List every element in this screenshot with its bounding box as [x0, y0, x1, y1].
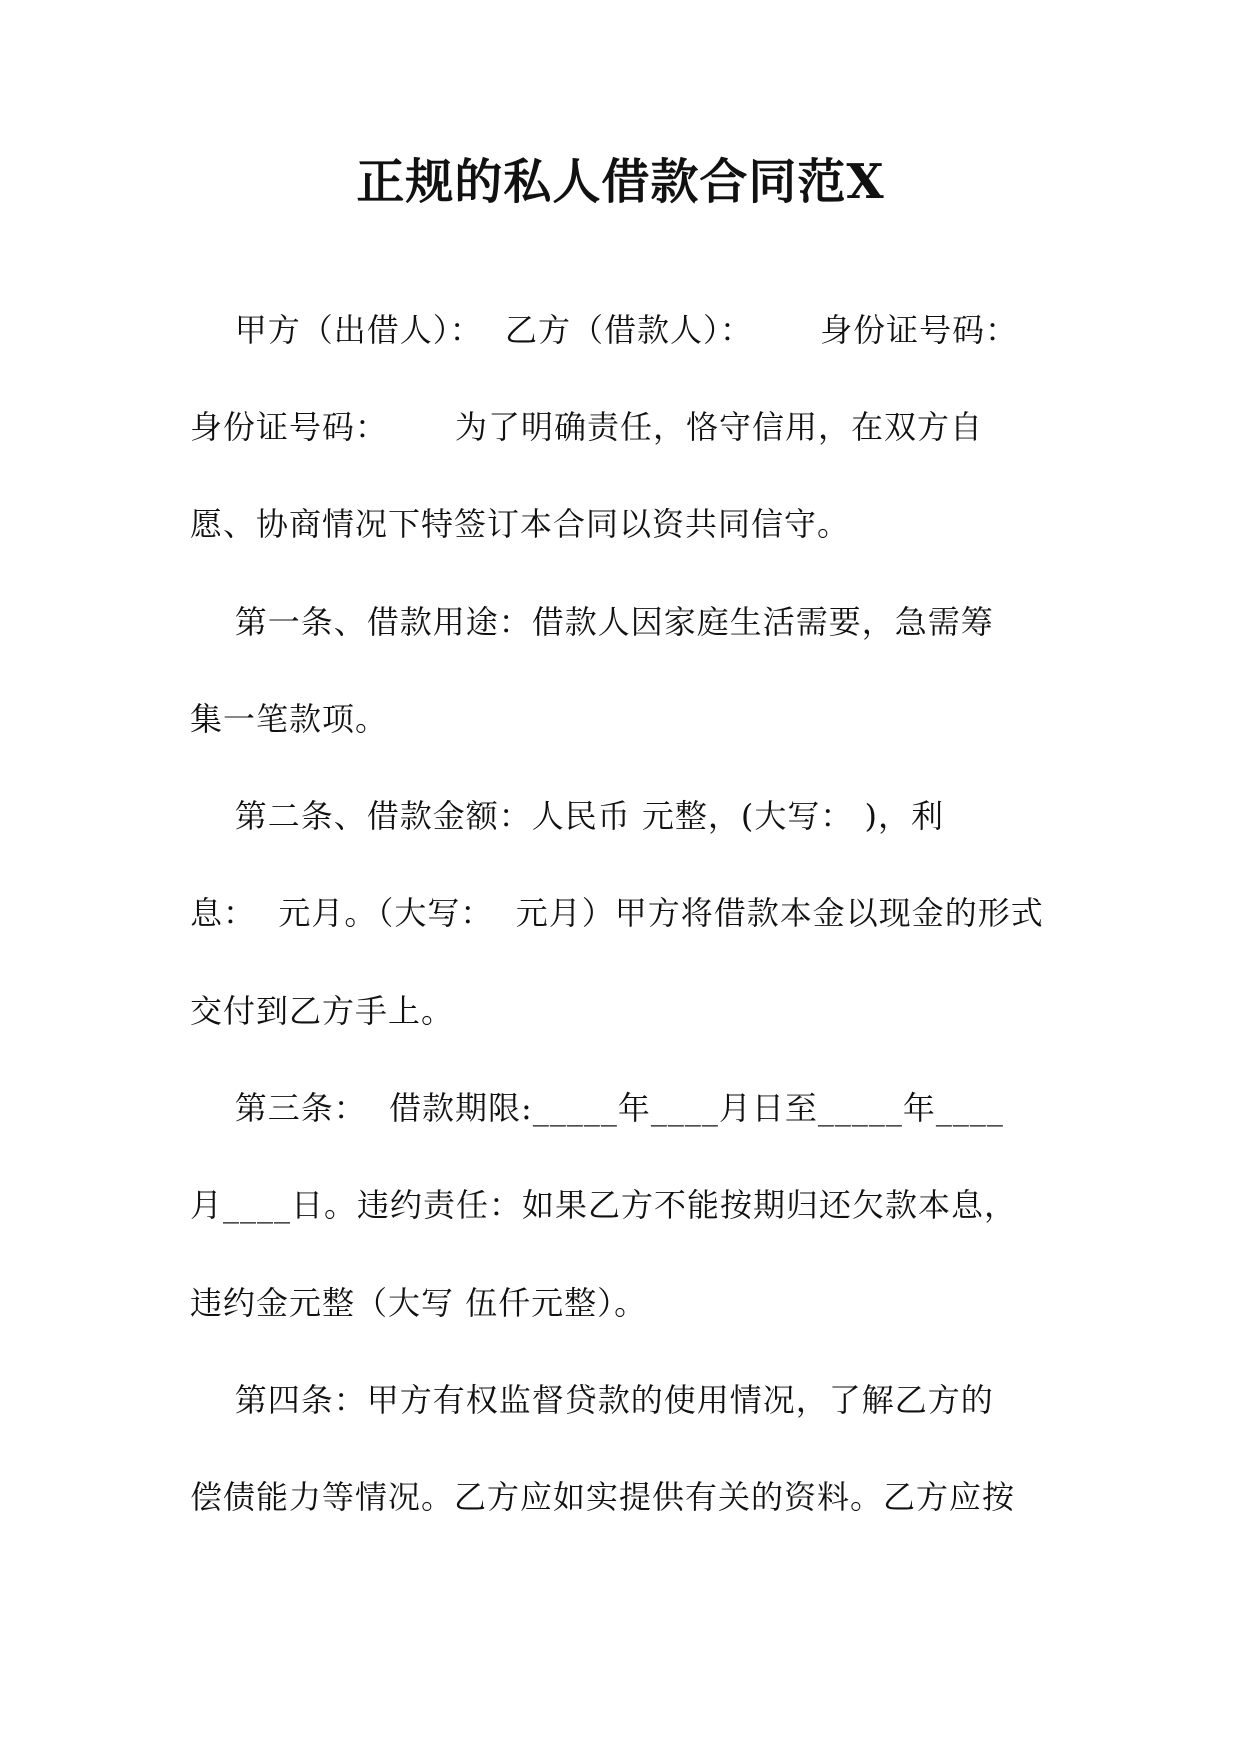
body-line-12: 第四条：甲方有权监督贷款的使用情况，了解乙方的	[190, 1381, 994, 1419]
document-title: 正规的私人借款合同范X	[356, 154, 885, 210]
body-line-5: 集一笔款项。	[190, 700, 389, 738]
body-line-6: 第二条、借款金额：人民币 元整，(大写： )，利	[190, 797, 945, 835]
body-line-11: 违约金元整（大写 伍仟元整）。	[190, 1284, 648, 1322]
body-line-2: 身份证号码： 为了明确责任，恪守信用，在双方自	[190, 408, 984, 446]
body-line-7: 息： 元月。（大写： 元月）甲方将借款本金以现金的形式	[190, 894, 1044, 932]
body-line-9: 第三条： 借款期限:_____年____月日至_____年____	[190, 1089, 1004, 1127]
body-line-13: 偿债能力等情况。乙方应如实提供有关的资料。乙方应按	[190, 1478, 1016, 1516]
body-line-8: 交付到乙方手上。	[190, 992, 455, 1030]
body-line-4: 第一条、借款用途：借款人因家庭生活需要，急需筹	[190, 603, 994, 641]
body-line-3: 愿、协商情况下特签订本合同以资共同信守。	[190, 505, 851, 543]
body-line-10: 月____日。违约责任：如果乙方不能按期归还欠款本息，	[190, 1186, 1018, 1224]
body-line-1: 甲方（出借人）： 乙方（借款人）： 身份证号码：	[190, 311, 1019, 349]
